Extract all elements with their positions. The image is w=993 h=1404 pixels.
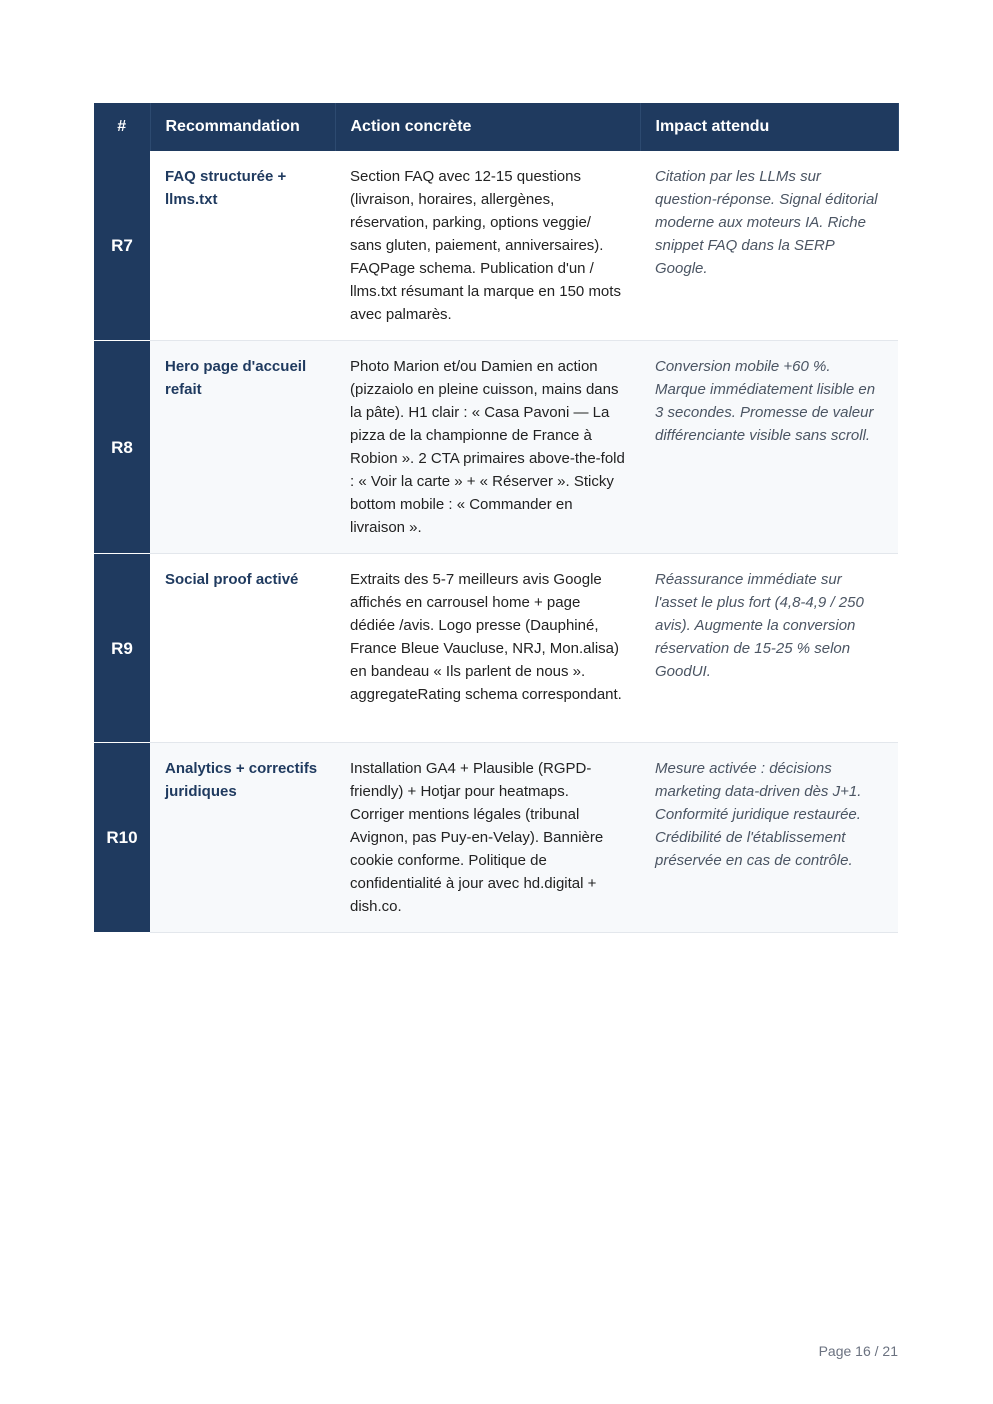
- row-impact: Mesure activée : décisions marketing data-driven dès J+1. Conformité juridique restaurée. Crédibilité de l'établissement préservée en cas de contrôle.: [640, 743, 898, 933]
- row-impact: Conversion mobile +60 %. Marque immédiatement lisible en 3 secondes. Promesse de valeur différenciante visible sans scroll.: [640, 341, 898, 554]
- header-recommendation: Recommandation: [150, 103, 335, 151]
- table-row: [94, 151, 898, 341]
- row-action: Section FAQ avec 12-15 questions (livraison, horaires, allergènes, réservation, parking, options veggie/ sans gluten, paiement, anniversaires). FAQPage schema. Publication d'un / llms.txt résumant la marque en 150 mots avec palmarès.: [335, 151, 640, 341]
- row-id: R9: [94, 554, 150, 743]
- header-number: #: [94, 103, 150, 151]
- row-impact: Citation par les LLMs sur question-réponse. Signal éditorial moderne aux moteurs IA. Riche snippet FAQ dans la SERP Google.: [640, 151, 898, 341]
- header-action: Action concrète: [335, 103, 640, 151]
- row-impact: Réassurance immédiate sur l'asset le plus fort (4,8-4,9 / 250 avis). Augmente la conversion réservation de 15-25 % selon GoodUI.: [640, 554, 898, 743]
- row-id: R10: [94, 743, 150, 933]
- row-id: R7: [94, 151, 150, 341]
- header-impact: Impact attendu: [640, 103, 898, 151]
- row-recommendation: Social proof activé: [150, 554, 335, 743]
- row-recommendation: FAQ structurée + llms.txt: [150, 151, 335, 341]
- table-row: [94, 743, 898, 933]
- table-row: [94, 341, 898, 554]
- row-action: Extraits des 5-7 meilleurs avis Google affichés en carrousel home + page dédiée /avis. Logo presse (Dauphiné, France Bleue Vaucluse, NRJ, Mon.alisa) en bandeau « Ils parlent de nous ». aggregateRating schema correspondant.: [335, 554, 640, 743]
- recommendations-table: [94, 103, 899, 933]
- row-recommendation: Analytics + correctifs juridiques: [150, 743, 335, 933]
- page-number: Page 16 / 21: [818, 1343, 898, 1359]
- row-id: R8: [94, 341, 150, 554]
- table-header-row: [94, 103, 898, 151]
- row-action: Photo Marion et/ou Damien en action (pizzaiolo en pleine cuisson, mains dans la pâte). H1 clair : « Casa Pavoni — La pizza de la championne de France à Robion ». 2 CTA primaires above-the-fold : « Voir la carte » + « Réserver ». Sticky bottom mobile : « Commander en livraison ».: [335, 341, 640, 554]
- row-recommendation: Hero page d'accueil refait: [150, 341, 335, 554]
- table-row: [94, 554, 898, 743]
- row-action: Installation GA4 + Plausible (RGPD-friendly) + Hotjar pour heatmaps. Corriger mentions légales (tribunal Avignon, pas Puy-en-Velay). Bannière cookie conforme. Politique de confidentialité à jour avec hd.digital + dish.co.: [335, 743, 640, 933]
